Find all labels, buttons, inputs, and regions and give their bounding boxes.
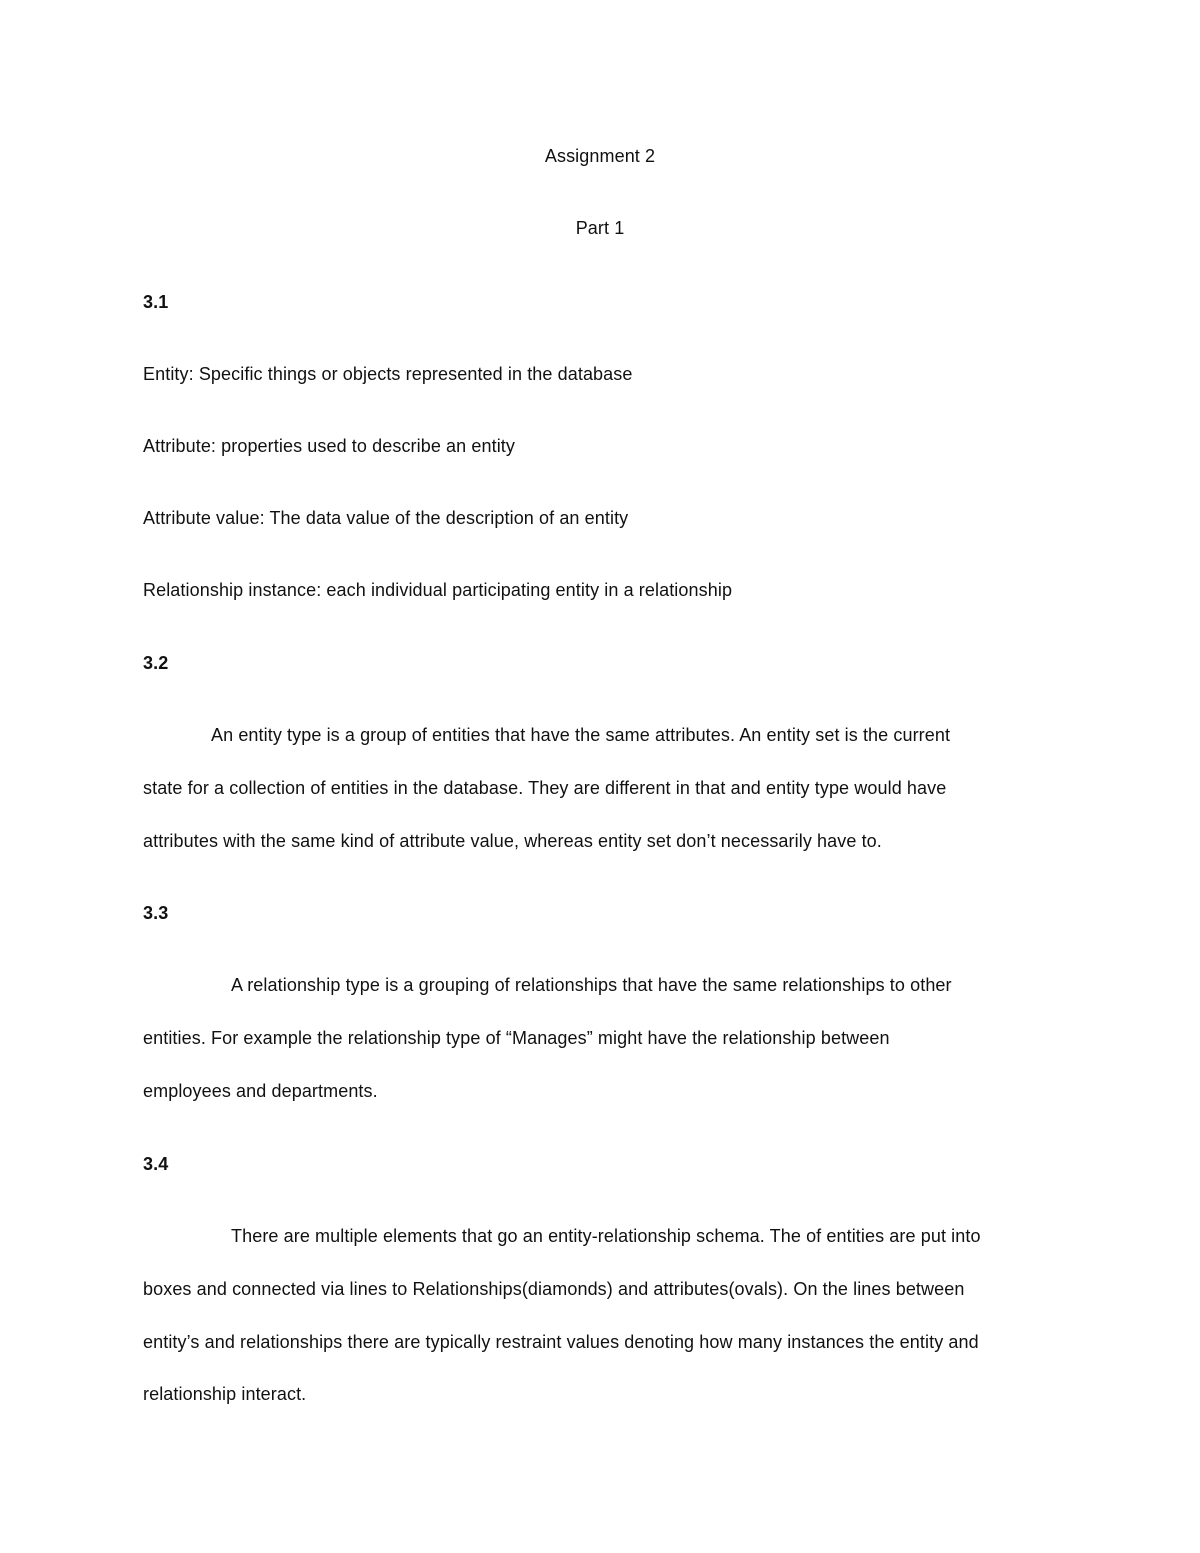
document-subtitle: Part 1 (575, 218, 625, 238)
paragraph-3-4-line-3: entity’s and relationships there are typically restraint values denoting how many instances the entity and (143, 1332, 979, 1352)
definition-attribute-value: Attribute value: The data value of the description of an entity (143, 508, 629, 528)
paragraph-3-3-line-2: entities. For example the relationship type of “Manages” might have the relationship between (143, 1028, 890, 1048)
section-heading-3-1: 3.1 (143, 292, 169, 312)
definition-entity: Entity: Specific things or objects represented in the database (143, 364, 633, 384)
section-heading-3-4: 3.4 (143, 1154, 169, 1174)
paragraph-3-3-line-1: A relationship type is a grouping of relationships that have the same relationships to other (231, 975, 952, 995)
paragraph-3-2-line-2: state for a collection of entities in the database. They are different in that and entity type would have (143, 778, 947, 798)
paragraph-3-3-line-3: employees and departments. (143, 1081, 378, 1101)
section-heading-3-3: 3.3 (143, 903, 169, 923)
paragraph-3-4-line-2: boxes and connected via lines to Relationships(diamonds) and attributes(ovals). On the lines between (143, 1279, 965, 1299)
paragraph-3-4-line-1: There are multiple elements that go an entity-relationship schema. The of entities are put into (231, 1226, 981, 1246)
definition-relationship-instance: Relationship instance: each individual participating entity in a relationship (143, 580, 733, 600)
definition-attribute: Attribute: properties used to describe an entity (143, 436, 516, 456)
paragraph-3-2-line-3: attributes with the same kind of attribute value, whereas entity set don’t necessarily have to. (143, 831, 882, 851)
paragraph-3-2-line-1: An entity type is a group of entities that have the same attributes. An entity set is the current (211, 725, 951, 745)
paragraph-3-4-line-4: relationship interact. (143, 1384, 307, 1404)
section-heading-3-2: 3.2 (143, 653, 169, 673)
document-title: Assignment 2 (544, 146, 656, 166)
